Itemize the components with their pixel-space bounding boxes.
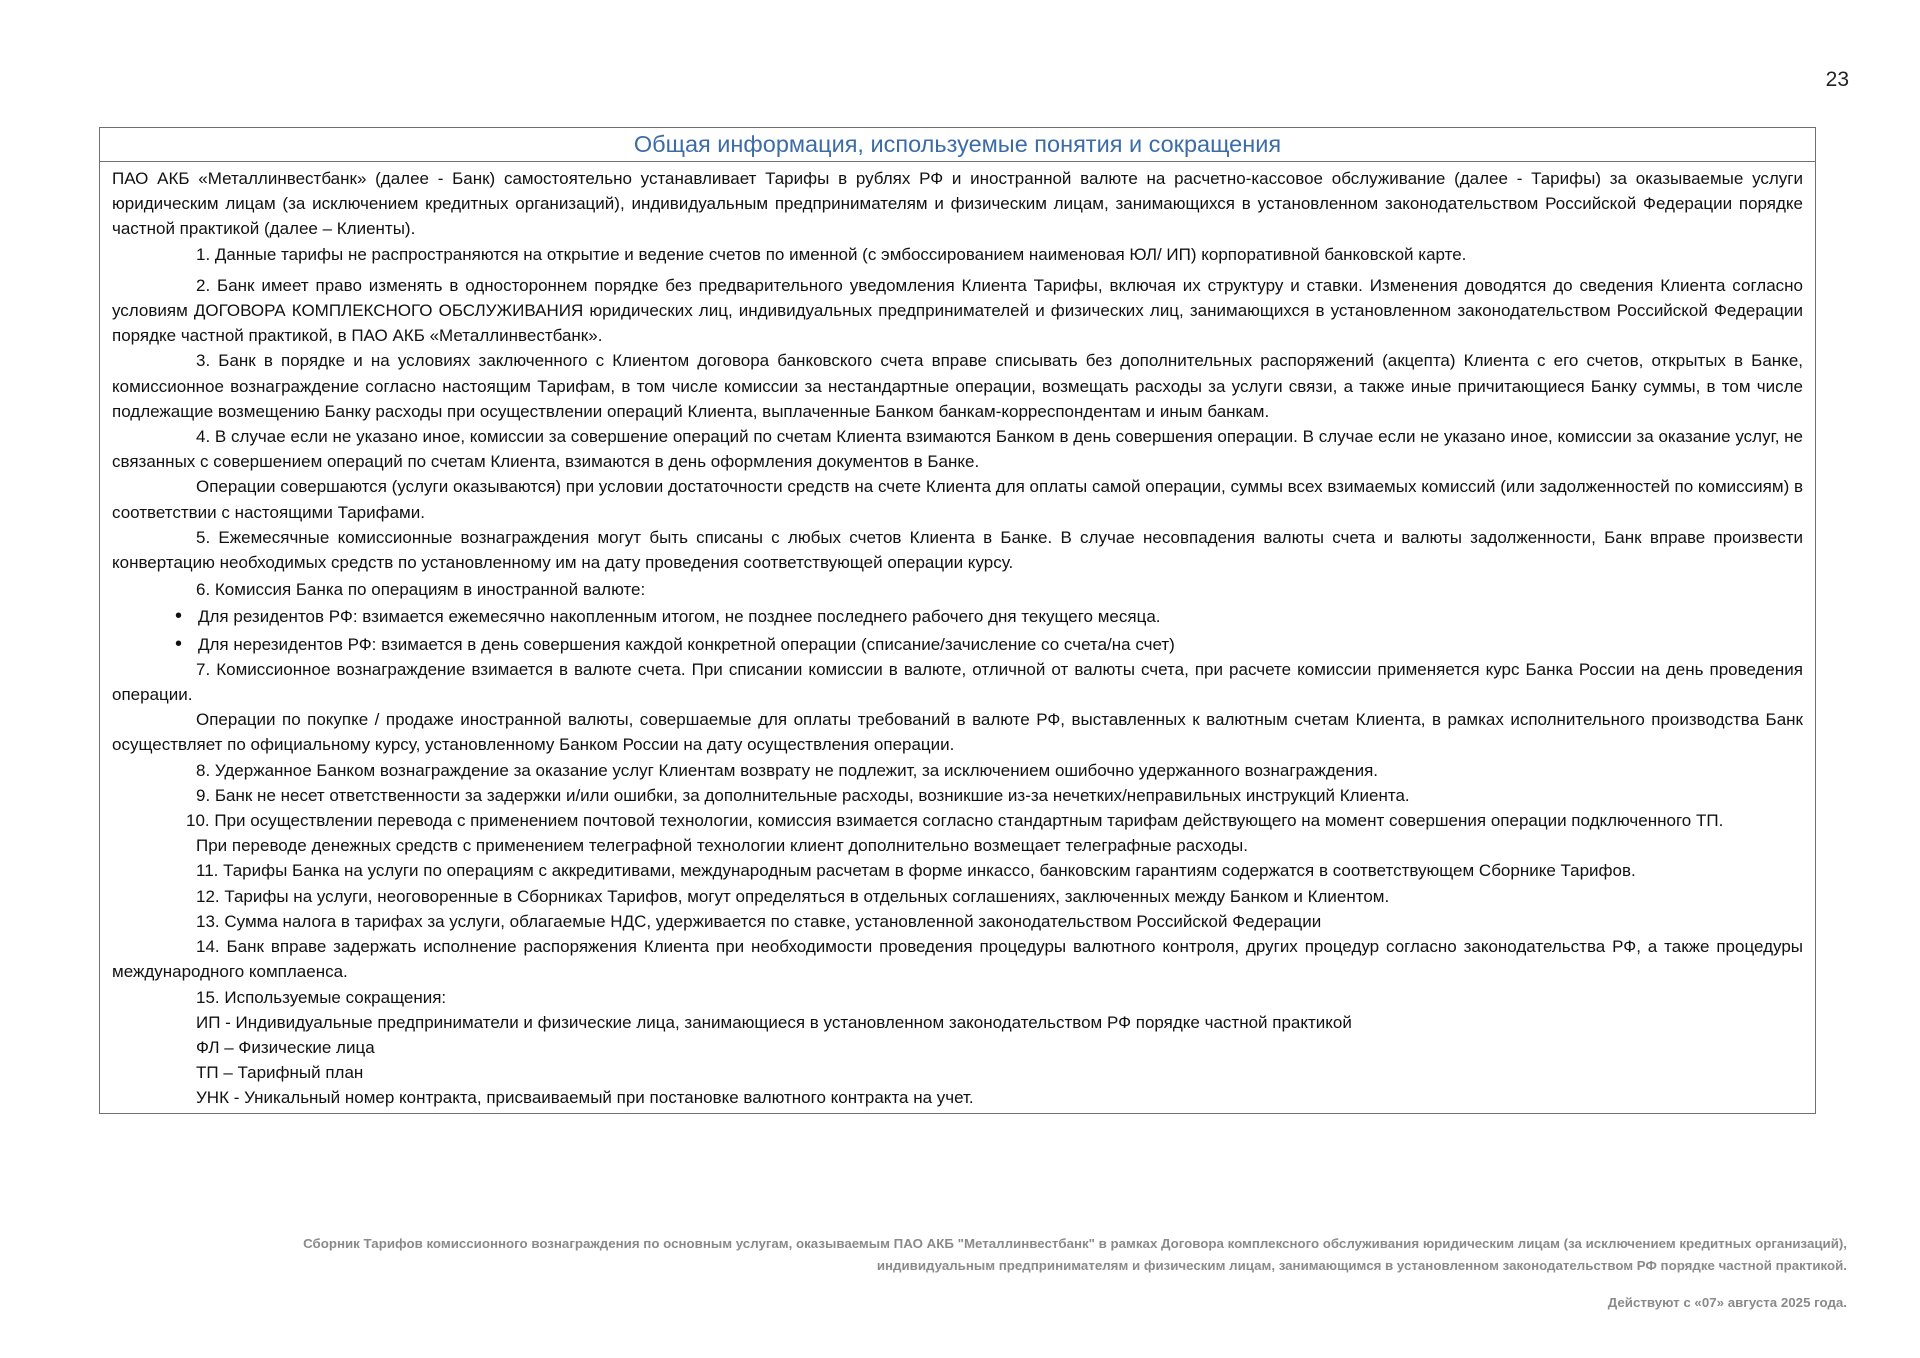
abbreviation-ip: ИП - Индивидуальные предприниматели и физические лица, занимающиеся в установленном законодательством РФ порядке частной практикой bbox=[196, 1012, 1352, 1032]
clause-7: 7. Комиссионное вознаграждение взимается в валюте счета. При списании комиссии в валюте, отличной от валюты счета, при расчете комиссии применяется курс Банка России на день проведения операции. bbox=[112, 659, 1803, 705]
abbreviation-tp: ТП – Тарифный план bbox=[196, 1063, 364, 1083]
intro-paragraph: ПАО АКБ «Металлинвестбанк» (далее - Банк) самостоятельно устанавливает Тарифы в рублях РФ и иностранной валюте на расчетно-кассовое обслуживание (далее - Тарифы) за оказываемые услуги юридическим лицам (за исключением кредитных организаций), индивидуальным предпринимателям и физическим лицам, занимающихся в установленном законодательством Российской Федерации порядке частной практикой (далее – Клиенты). bbox=[112, 169, 1803, 239]
page-number: 23 bbox=[1825, 68, 1849, 91]
footer-line-2: индивидуальным предпринимателям и физическим лицам, занимающимся в установленном законодательством РФ порядке частной практикой. bbox=[876, 1258, 1847, 1273]
clause-4: 4. В случае если не указано иное, комиссии за совершение операций по счетам Клиента взимаются Банком в день совершения операции. В случае если не указано иное, комиссии за оказание услуг, не связанных с совершением операций по счетам Клиента, взимаются в день оформления документов в Банке. bbox=[112, 427, 1803, 472]
clause-7-continuation: Операции по покупке / продаже иностранной валюты, совершаемые для оплаты требований в валюте РФ, выставленных к валютным счетам Клиента, в рамках исполнительного производства Банк осуществляет по официальному курсу, установленному Банком России на дату осуществления операции. bbox=[112, 710, 1803, 755]
clause-10-continuation: При переводе денежных средств с применением телеграфной технологии клиент дополнительно возмещает телеграфные расходы. bbox=[196, 836, 1248, 856]
clause-11: 11. Тарифы Банка на услуги по операциям с аккредитивами, международным расчетам в форме инкассо, банковским гарантиям содержатся в соответствующем Сборнике Тарифов. bbox=[196, 861, 1636, 881]
section-body bbox=[100, 162, 1815, 1113]
footer-line-1: Сборник Тарифов комиссионного вознаграждения по основным услугам, оказываемым ПАО АКБ "Металлинвестбанк" в рамках Договора комплексного обслуживания юридическим лицам (за исключением кредитных организаций), bbox=[303, 1236, 1847, 1251]
clause-2: 2. Банк имеет право изменять в одностороннем порядке без предварительного уведомления Клиента Тарифы, включая их структуру и ставки. Изменения доводятся до сведения Клиента согласно условиям ДОГОВОРА КОМПЛЕКСНОГО ОБСЛУЖИВАНИЯ юридических лиц, индивидуальных предпринимателей и физических лиц, занимающихся в установленном законодательством Российской Федерации порядке частной практикой, в ПАО АКБ «Металлинвестбанк». bbox=[112, 275, 1803, 346]
clause-12: 12. Тарифы на услуги, неоговоренные в Сборниках Тарифов, могут определяться в отдельных соглашениях, заключенных между Банком и Клиентом. bbox=[196, 886, 1390, 906]
bullet-nonresidents: • Для нерезидентов РФ: взимается в день совершения каждой конкретной операции (списание/зачисление со счета/на счет) bbox=[112, 632, 1803, 657]
clause-14: 14. Банк вправе задержать исполнение распоряжения Клиента при необходимости проведения процедуры валютного контроля, других процедур согласно законодательства РФ, а также процедуры международного комплаенса. bbox=[112, 937, 1803, 982]
abbreviation-unk: УНК - Уникальный номер контракта, присваиваемый при постановке валютного контракта на учет. bbox=[196, 1088, 974, 1108]
clause-13: 13. Сумма налога в тарифах за услуги, облагаемые НДС, удерживается по ставке, установленной законодательством Российской Федерации bbox=[196, 911, 1322, 931]
effective-date: Действуют с «07» августа 2025 года. bbox=[1607, 1295, 1847, 1310]
bullet-residents: • Для резидентов РФ: взимается ежемесячно накопленным итогом, не позднее последнего рабочего дня текущего месяца. bbox=[112, 604, 1803, 629]
clause-5: 5. Ежемесячные комиссионные вознаграждения могут быть списаны с любых счетов Клиента в Банке. В случае несовпадения валюты счета и валюты задолженности, Банк вправе произвести конвертацию необходимых средств по установленному им на дату проведения соответствующей операции курсу. bbox=[112, 527, 1803, 573]
clause-6: 6. Комиссия Банка по операциям в иностранной валюте: bbox=[196, 580, 646, 600]
section-title: Общая информация, используемые понятия и сокращения bbox=[100, 128, 1815, 162]
abbreviation-fl: ФЛ – Физические лица bbox=[196, 1037, 375, 1057]
clause-10: 10. При осуществлении перевода с применением почтовой технологии, комиссия взимается согласно стандартным тарифам действующего на момент совершения операции подключенного ТП. bbox=[186, 811, 1724, 831]
tariff-info-section bbox=[99, 127, 1816, 1114]
clause-3: 3. Банк в порядке и на условиях заключенного с Клиентом договора банковского счета вправе списывать без дополнительных распоряжений (акцепта) Клиента с его счетов, открытых в Банке, комиссионное вознаграждение согласно настоящим Тарифам, в том числе комиссии за нестандартные операции, возмещать расходы за услуги связи, а также иные причитающиеся Банку суммы, в том числе подлежащие возмещению Банку расходы при осуществлении операций Клиента, выплаченные Банком банкам-корреспондентам и иным банкам. bbox=[112, 351, 1803, 421]
document-footer bbox=[87, 1233, 1847, 1277]
clause-4-continuation: Операции совершаются (услуги оказываются) при условии достаточности средств на счете Клиента для оплаты самой операции, суммы всех взимаемых комиссий (или задолженностей по комиссиям) в соответствии с настоящими Тарифами. bbox=[112, 477, 1803, 522]
clause-8: 8. Удержанное Банком вознаграждение за оказание услуг Клиентам возврату не подлежит, за исключением ошибочно удержанного вознаграждения. bbox=[196, 760, 1379, 780]
clause-15: 15. Используемые сокращения: bbox=[196, 987, 447, 1007]
clause-9: 9. Банк не несет ответственности за задержки и/или ошибки, за дополнительные расходы, возникшие из-за нечетких/неправильных инструкций Клиента. bbox=[196, 785, 1410, 805]
clause-1: 1. Данные тарифы не распространяются на открытие и ведение счетов по именной (с эмбоссированием наименовая ЮЛ/ ИП) корпоративной банковской карте. bbox=[196, 244, 1467, 264]
